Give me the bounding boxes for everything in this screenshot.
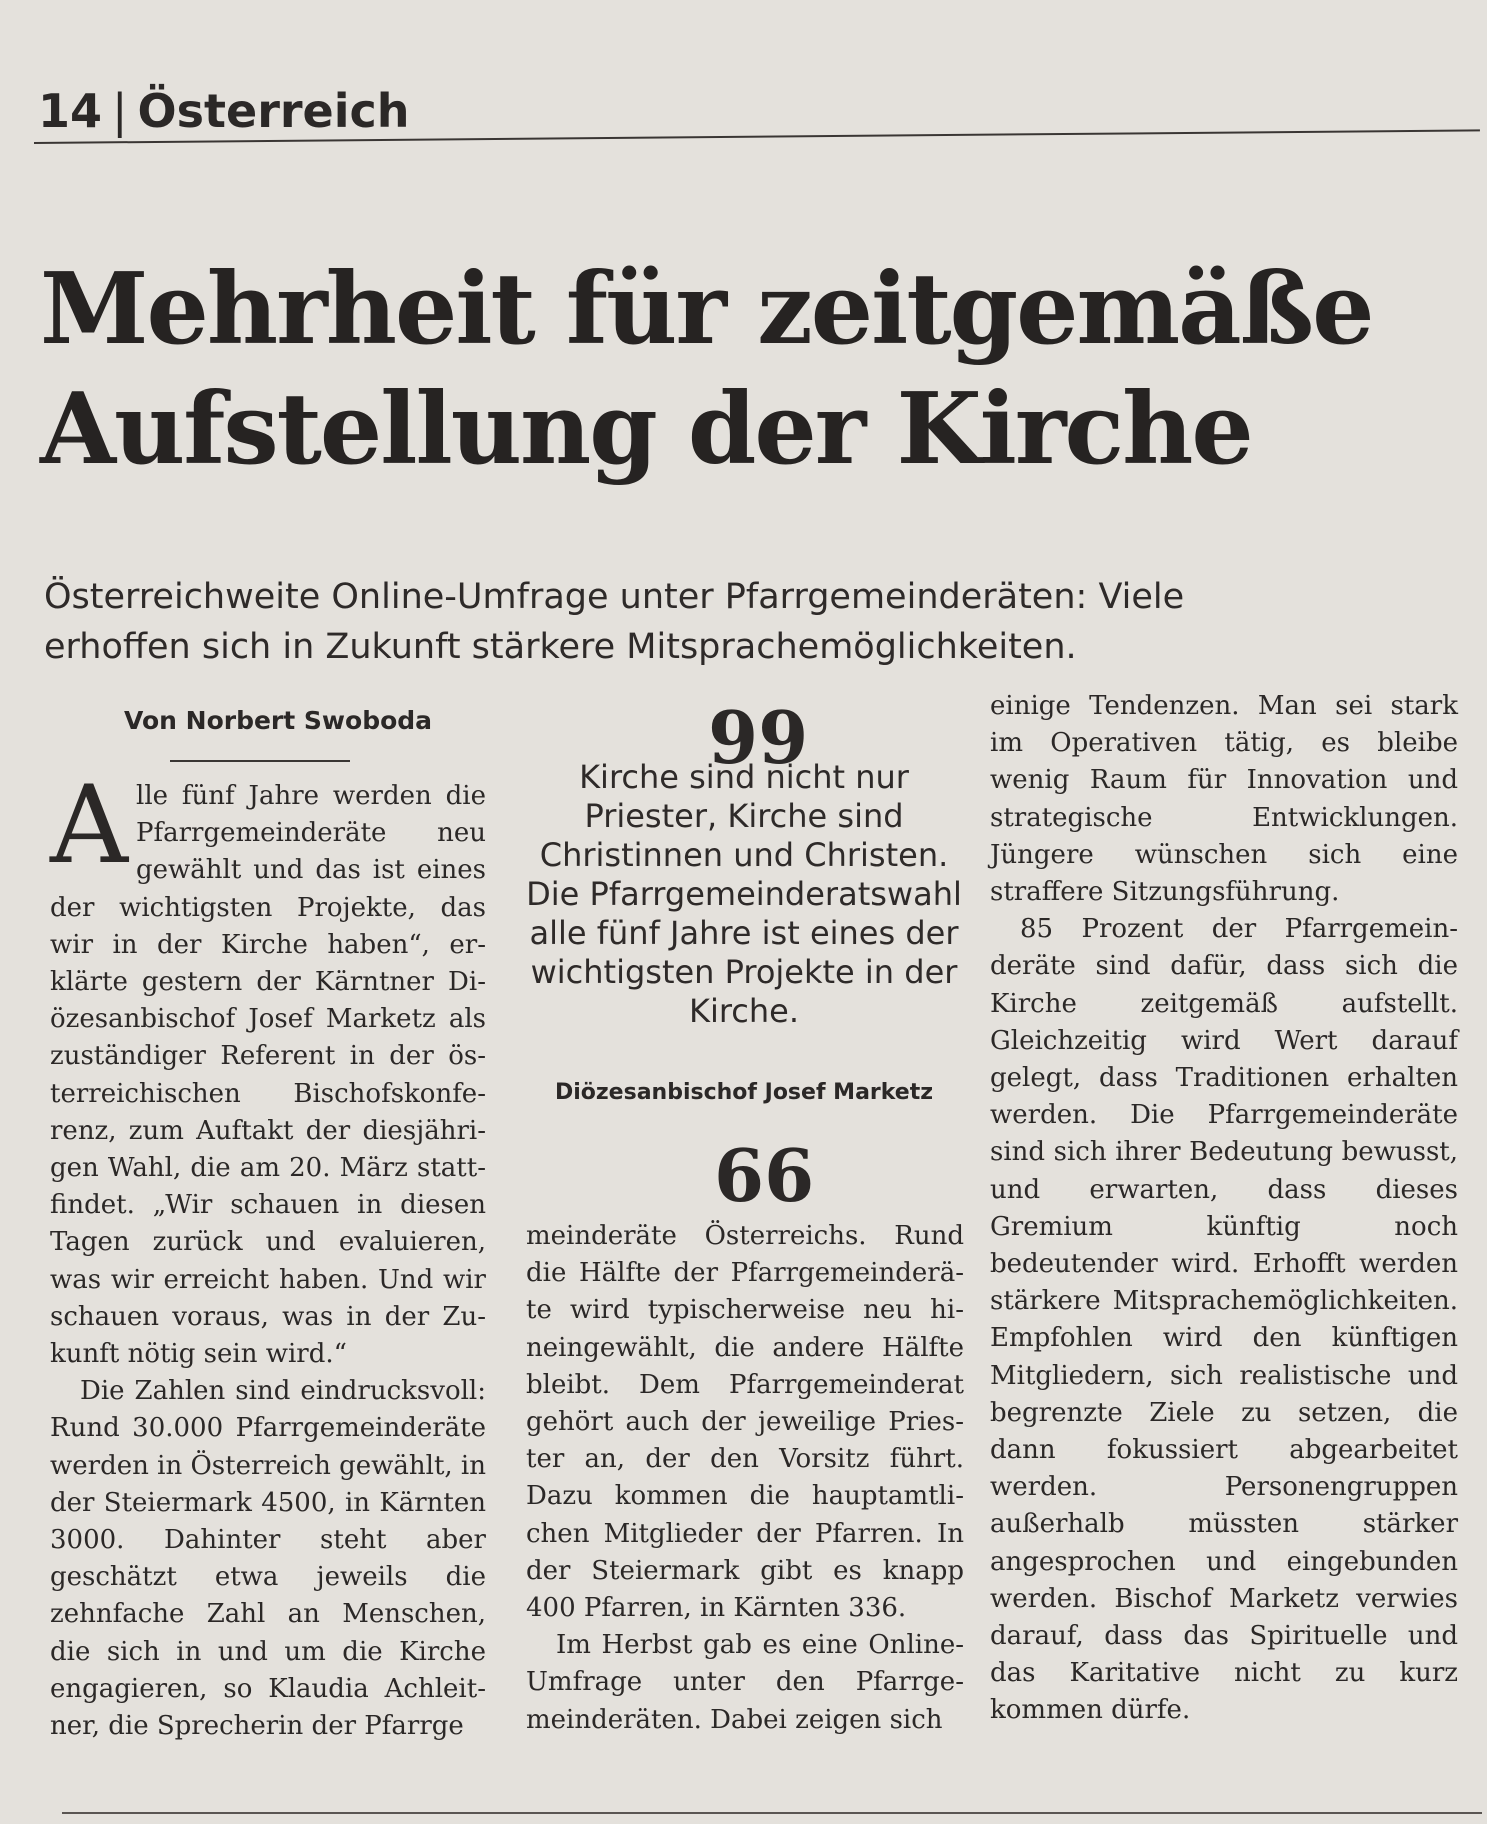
quote-close-icon: 66 <box>714 1133 815 1218</box>
subheadline-line-1: Österreichweite Online-Umfrage unter Pfarrgemeinderäten: Viele <box>44 577 1185 617</box>
column-3-paragraph-1: einige Tendenzen. Man sei stark im Operativen tätig, es bleibe wenig Raum für Innovation und strategische Entwicklungen. Jüngere wünschen sich eine straffere Sitzungsführung. <box>990 691 1458 908</box>
column-3-paragraph-2: 85 Prozent der Pfarrgemeinderäte sind dafür, dass sich die Kirche zeitgemäß aufstellt. Gleichzeitig wird Wert darauf gelegt, dass Traditionen erhalten werden. Die Pfarrgemeinderäte sind sich ihrer Bedeutung bewusst, und erwarten, dass dieses Gremium künftig noch bedeutender wird. Erhofft werden stärkere Mitsprachemöglichkeiten. Empfohlen wird den künftigen Mitgliedern, sich realistische und begrenzte Ziele zu setzen, die dann fokussiert abgearbeitet werden. Personengruppen außerhalb müssten stärker angesprochen und eingebunden werden. Bischof Marketz verwies darauf, dass das Spirituelle und das Karitative nicht zu kurz kommen dürfe. <box>990 914 1458 1726</box>
section-name: Österreich <box>137 84 410 138</box>
column-1-paragraph-1 <box>50 763 486 1373</box>
headline-line-2: Aufstellung der Kirche <box>40 372 1252 487</box>
headline <box>40 250 1460 490</box>
byline-rule <box>170 760 350 762</box>
pullquote-attribution: Diözesanbischof Josef Marketz <box>554 1080 934 1105</box>
subheadline-line-2: erhoffen sich in Zukunft stärkere Mitsprachemöglichkeiten. <box>44 627 1077 667</box>
quote-open-icon: 99 <box>708 695 809 780</box>
drop-cap: A <box>50 763 128 888</box>
pullquote-text: Kirche sind nicht nur Priester, Kirche sind Christinnen und Christen. Die Pfarrgemeinderatswahl alle fünf Jahre ist eines der wichtigsten Projekte in der Kirche. <box>526 758 962 1030</box>
byline: Von Norbert Swoboda <box>124 706 433 735</box>
column-1-paragraph-2: Die Zahlen sind eindrucksvoll: Rund 30.000 Pfarrgemeinderäte werden in Österreich gewählt, in der Steiermark 4500, in Kärnten 3000. Dahinter steht aber geschätzt etwa jeweils die zehnfache Zahl an Menschen, die sich in und um die Kirche engagieren, so Klaudia Achleitner, die Sprecherin der Pfarrge <box>50 1376 486 1742</box>
article-column-3 <box>990 688 1458 1730</box>
column-2-paragraph-2: Im Herbst gab es eine Online-Umfrage unter den Pfarrgemeinderäten. Dabei zeigen sich <box>526 1630 964 1735</box>
section-separator: | <box>112 84 128 138</box>
article-column-2 <box>526 1218 964 1739</box>
headline-line-1: Mehrheit für zeitgemäße <box>40 252 1373 367</box>
page-number: 14 <box>38 84 103 138</box>
article-column-1 <box>50 763 486 1745</box>
footer-rule <box>62 1812 1482 1814</box>
column-2-paragraph-1: meinderäte Österreichs. Rund die Hälfte der Pfarrgemeinderäte wird typischerweise neu hineingewählt, die andere Hälfte bleibt. Dem Pfarrgemeinderat gehört auch der jeweilige Priester an, der den Vorsitz führt. Dazu kommen die hauptamtlichen Mitglieder der Pfarren. In der Steiermark gibt es knapp 400 Pfarren, in Kärnten 336. <box>526 1221 964 1624</box>
section-header <box>38 84 410 138</box>
subheadline <box>44 572 1464 672</box>
column-1-paragraph-1-text: lle fünf Jahre werden die Pfarrgemeinderäte neu gewählt und das ist eines der wichtigsten Projekte, das wir in der Kirche haben“, erklärte gestern der Kärntner Diözesanbischof Josef Marketz als zuständiger Referent in der österreichischen Bischofskonferenz, zum Auftakt der diesjährigen Wahl, die am 20. März stattfindet. „Wir schauen in diesen Tagen zurück und evaluieren, was wir erreicht haben. Und wir schauen voraus, was in der Zukunft nötig sein wird.“ <box>50 781 486 1370</box>
